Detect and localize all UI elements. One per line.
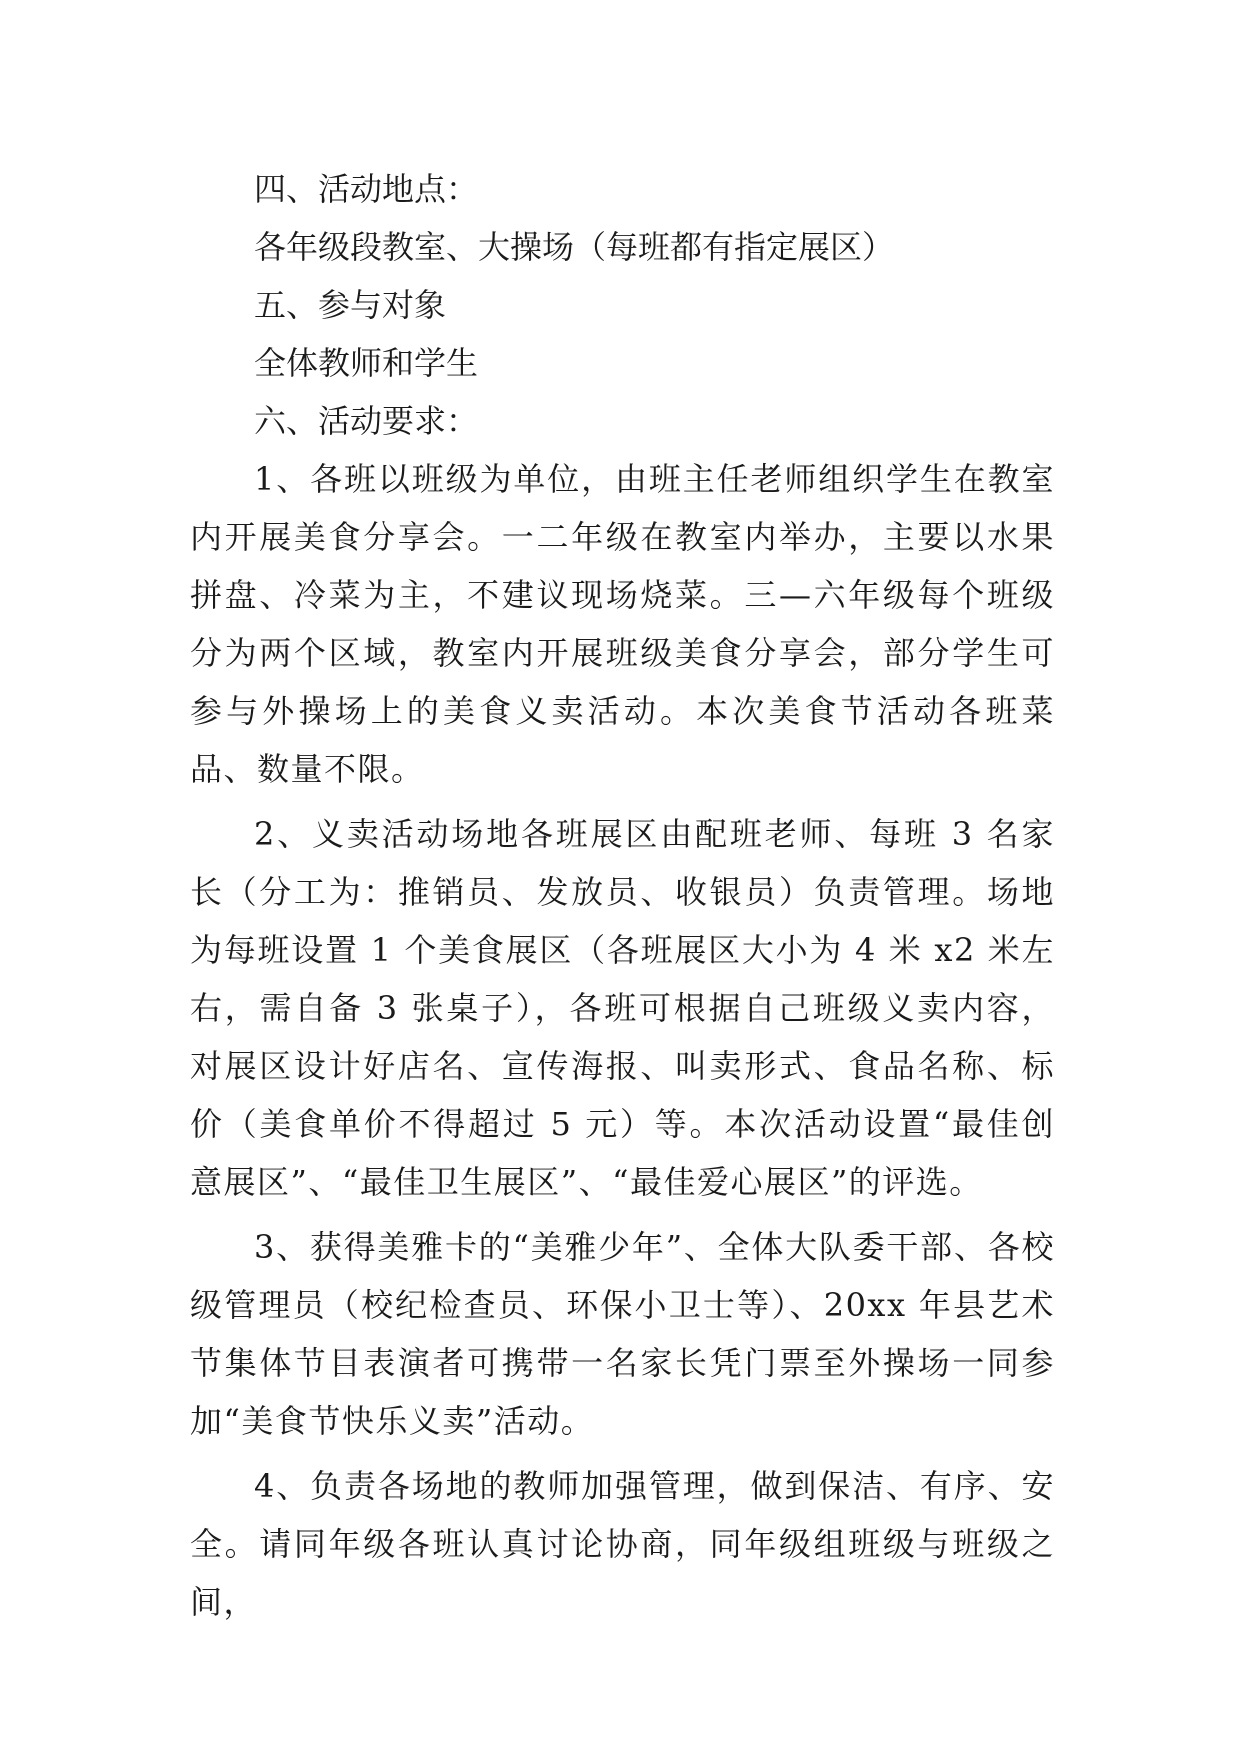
requirement-paragraph-4: 4、负责各场地的教师加强管理，做到保洁、有序、安全。请同年级各班认真讨论协商，同年级组班级与班级之间， <box>190 1467 1055 1621</box>
participants-text: 全体教师和学生 <box>254 344 479 382</box>
location-text: 各年级段教室、大操场（每班都有指定展区） <box>254 228 895 266</box>
requirement-paragraph-3: 3、获得美雅卡的“美雅少年”、全体大队委干部、各校级管理员（校纪检查员、环保小卫士等）、20xx 年县艺术节集体节目表演者可携带一名家长凭门票至外操场一同参加“美食节快乐义卖”活动。 <box>190 1228 1055 1440</box>
document-body <box>190 160 1055 1638</box>
requirement-paragraph-2: 2、义卖活动场地各班展区由配班老师、每班 3 名家长（分工为：推销员、发放员、收银员）负责管理。场地为每班设置 1 个美食展区（各班展区大小为 4 米 x2 米左右，需自备 3 张桌子），各班可根据自己班级义卖内容，对展区设计好店名、宣传海报、叫卖形式、食品名称、标价（美食单价不得超过 5 元）等。本次活动设置“最佳创意展区”、“最佳卫生展区”、“最佳爱心展区”的评选。 <box>190 815 1055 1201</box>
requirement-paragraph-1: 1、各班以班级为单位，由班主任老师组织学生在教室内开展美食分享会。一二年级在教室内举办，主要以水果拼盘、冷菜为主，不建议现场烧菜。三—六年级每个班级分为两个区域，教室内开展班级美食分享会，部分学生可参与外操场上的美食义卖活动。本次美食节活动各班菜品、数量不限。 <box>190 460 1055 788</box>
section-heading-location: 四、活动地点： <box>254 170 479 208</box>
section-heading-participants: 五、参与对象 <box>254 286 447 324</box>
section-heading-requirements: 六、活动要求： <box>254 402 479 440</box>
